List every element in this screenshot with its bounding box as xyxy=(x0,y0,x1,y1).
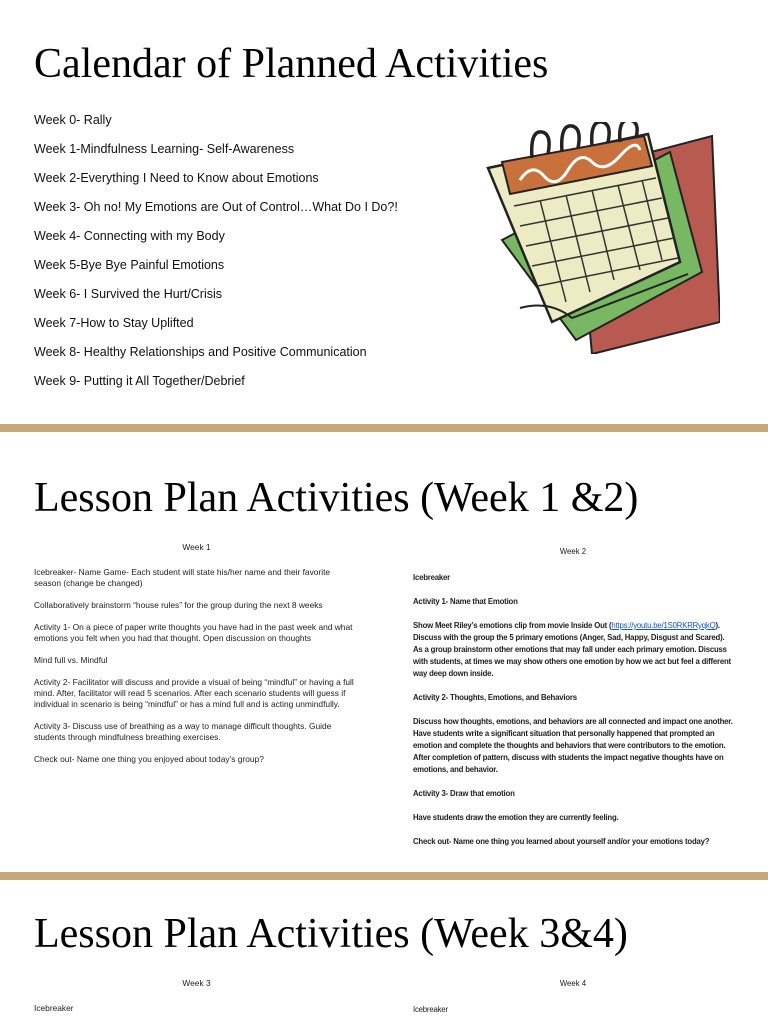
week2-activity1-text xyxy=(413,620,733,680)
slide-divider xyxy=(0,424,768,432)
slide-divider xyxy=(0,872,768,880)
week1-paragraph: Activity 1- On a piece of paper write thoughts you have had in the past week and what emotions you felt when you had that thought. Open discussion on thoughts xyxy=(34,622,353,643)
week2-activity3-title: Activity 3- Draw that emotion xyxy=(413,789,515,798)
week3-heading: Week 3 xyxy=(182,978,211,988)
slide-title: Lesson Plan Activities (Week 1 &2) xyxy=(34,475,639,521)
week-item: Week 5-Bye Bye Painful Emotions xyxy=(34,258,225,272)
week2-activity3-text: Have students draw the emotion they are currently feeling. xyxy=(413,813,619,822)
week-item: Week 0- Rally xyxy=(34,113,112,127)
week-item: Week 4- Connecting with my Body xyxy=(34,229,225,243)
slide-title: Calendar of Planned Activities xyxy=(34,41,549,87)
week4-icebreaker: Icebreaker xyxy=(413,1005,448,1014)
activity1-text-start: Show Meet Riley’s emotions clip from movie Inside Out ( xyxy=(413,621,612,630)
calendar-icon xyxy=(480,122,720,354)
slide-lesson-plan-week-1-2 xyxy=(0,432,768,872)
slide-title: Lesson Plan Activities (Week 3&4) xyxy=(34,911,628,957)
week2-column xyxy=(413,546,733,860)
slide-calendar-of-activities xyxy=(0,0,768,424)
week-item: Week 8- Healthy Relationships and Positive Communication xyxy=(34,345,367,359)
week-item: Week 1-Mindfulness Learning- Self-Awareness xyxy=(34,142,295,156)
week1-column xyxy=(34,542,359,776)
week1-paragraph: Mind full vs. Mindful xyxy=(34,655,108,665)
week1-paragraph: Check out- Name one thing you enjoyed about today’s group? xyxy=(34,754,264,764)
slide-lesson-plan-week-3-4 xyxy=(0,880,768,1024)
video-link[interactable]: https://youtu.be/1S0RKRRyqkQ xyxy=(611,621,716,630)
week4-heading: Week 4 xyxy=(559,979,587,988)
week4-column xyxy=(413,978,733,1028)
week1-paragraph: Activity 2- Facilitator will discuss and provide a visual of being “mindful” or having a full mind. After, facilitator will read 5 scenarios. After each scenario students will guess if individual in scenario is being “mindful” or has a mind full and is acting unmindfully. xyxy=(34,677,354,709)
week3-column xyxy=(34,978,359,1025)
week-item: Week 9- Putting it All Together/Debrief xyxy=(34,374,245,388)
week-item: Week 2-Everything I Need to Know about Emotions xyxy=(34,171,319,185)
week1-paragraph: Icebreaker- Name Game- Each student will state his/her name and their favorite season (change be changed) xyxy=(34,567,331,588)
week1-paragraph: Collaboratively brainstorm “house rules” for the group during the next 8 weeks xyxy=(34,600,323,610)
week2-activity2-title: Activity 2- Thoughts, Emotions, and Behaviors xyxy=(413,693,577,702)
week-item: Week 6- I Survived the Hurt/Crisis xyxy=(34,287,223,301)
week3-icebreaker: Icebreaker xyxy=(34,1003,74,1013)
week2-activity1-title: Activity 1- Name that Emotion xyxy=(413,597,518,606)
week2-activity2-text: Discuss how thoughts, emotions, and behaviors are all connected and impact one another. Have students write a significant situation that personally happened that prompted an emotion and complete the thoughts and behaviors that were contributors to the emotion. After completion of pattern, discuss with students the impact negative thoughts have on emotions, and behavior. xyxy=(413,717,733,774)
week-item: Week 3- Oh no! My Emotions are Out of Control…What Do I Do?! xyxy=(34,200,398,214)
activity1-text-end: ). Discuss with the group the 5 primary emotions (Anger, Sad, Happy, Disgust and Scared). As a group brainstorm other emotions that may fall under each primary emotion. Discuss with students, at times we may show others one emotion by how we act but feel a different way deep down inside. xyxy=(413,621,731,678)
week2-checkout: Check out- Name one thing you learned about yourself and/or your emotions today? xyxy=(413,837,710,846)
week1-paragraph: Activity 3- Discuss use of breathing as a way to manage difficult thoughts. Guide students through mindfulness breathing exercises. xyxy=(34,721,332,742)
week2-heading: Week 2 xyxy=(559,547,587,556)
week1-heading: Week 1 xyxy=(182,542,211,552)
week2-icebreaker: Icebreaker xyxy=(413,573,451,582)
week-list xyxy=(34,113,398,403)
week-item: Week 7-How to Stay Uplifted xyxy=(34,316,194,330)
